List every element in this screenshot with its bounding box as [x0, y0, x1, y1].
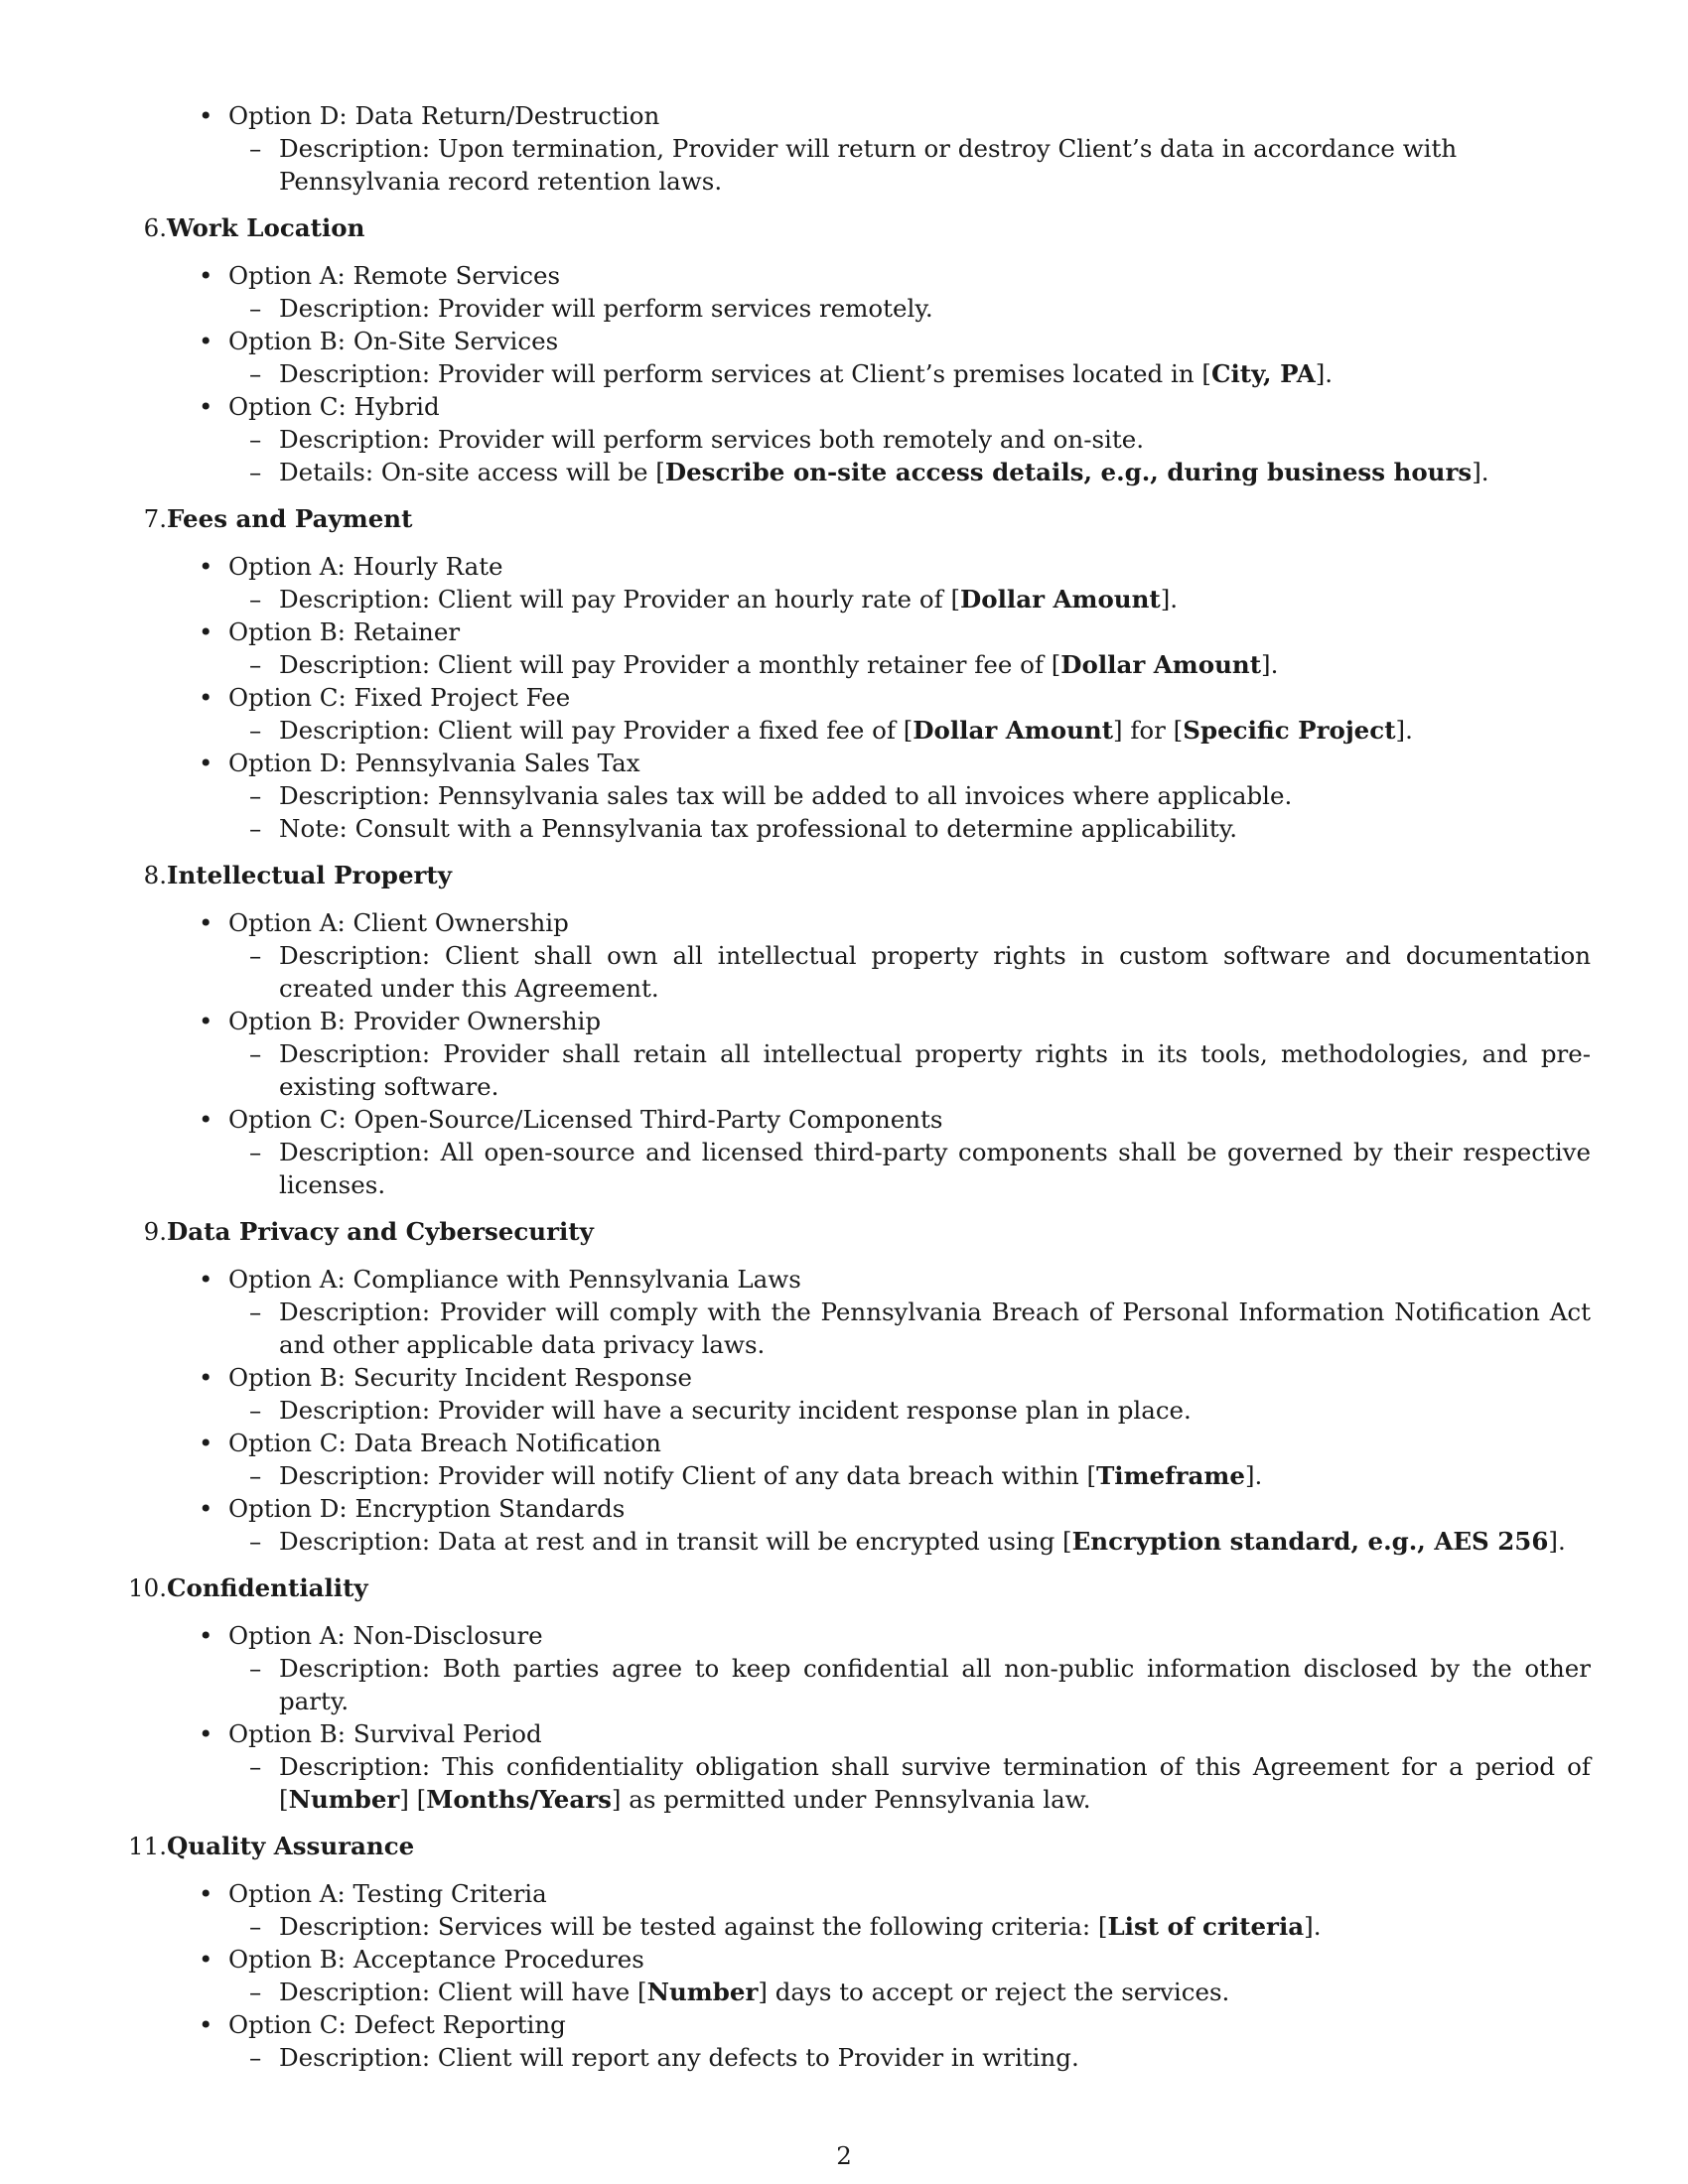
section-8 [0, 859, 1688, 1201]
description-text: Description: Provider shall retain all intellectual property rights in its tools, methodologies, and pre-existing software. [279, 1039, 1591, 1101]
option-description [0, 2041, 1688, 2074]
section-number: 8. [143, 861, 167, 889]
option-description [0, 1525, 1688, 1558]
option-description [0, 1652, 1688, 1717]
dash-marker: – [249, 359, 262, 388]
dash-marker: – [249, 814, 262, 843]
section-title: Intellectual Property [167, 861, 452, 889]
description-text: Description: Provider will comply with the Pennsylvania Breach of Personal Information Notification Act and other applicable data privacy laws. [279, 1297, 1591, 1359]
option-item: • Option B: On-Site Services [0, 325, 1688, 357]
option-item: • Option A: Non-Disclosure [0, 1619, 1688, 1652]
option-description [0, 714, 1688, 747]
description-text: Description: Client will pay Provider a fixed fee of [Dollar Amount] for [Specific Project]. [279, 716, 1413, 745]
section-5-continued [0, 99, 1688, 198]
description-text: Description: Provider will perform services both remotely and on-site. [279, 425, 1145, 454]
dash-marker: – [249, 650, 262, 679]
dash-marker: – [249, 294, 262, 323]
option-item: • Option C: Fixed Project Fee [0, 681, 1688, 714]
dash-marker: – [249, 1138, 262, 1166]
option-description [0, 292, 1688, 325]
section-heading [0, 211, 1688, 244]
description-text: Description: Both parties agree to keep confidential all non-public information disclosed by the other party. [279, 1654, 1591, 1715]
option-item: • Option A: Testing Criteria [0, 1877, 1688, 1910]
section-9 [0, 1215, 1688, 1558]
option-description [0, 1910, 1688, 1943]
section-10 [0, 1571, 1688, 1816]
dash-marker: – [249, 1039, 262, 1068]
description-text: Description: Client shall own all intellectual property rights in custom software and documentation created under this Agreement. [279, 941, 1591, 1003]
option-item: • Option A: Remote Services [0, 259, 1688, 292]
dash-marker: – [249, 1752, 262, 1781]
description-text: Description: Upon termination, Provider will return or destroy Client’s data in accordance with Pennsylvania record retention laws. [279, 134, 1458, 196]
dash-marker: – [249, 716, 262, 745]
option-description [0, 1037, 1688, 1103]
section-title: Work Location [167, 213, 365, 242]
option-item: • Option D: Pennsylvania Sales Tax [0, 747, 1688, 779]
dash-marker: – [249, 458, 262, 486]
description-text: Description: Client will have [Number] days to accept or reject the services. [279, 1978, 1230, 2006]
option-item: • Option B: Security Incident Response [0, 1361, 1688, 1394]
option-item: • Option C: Defect Reporting [0, 2008, 1688, 2041]
dash-marker: – [249, 1978, 262, 2006]
option-description [0, 423, 1688, 456]
option-description [0, 1136, 1688, 1201]
option-description [0, 648, 1688, 681]
dash-marker: – [249, 1297, 262, 1326]
placeholder-field: Encryption standard, e.g., AES 256 [1071, 1527, 1549, 1556]
option-item: • Option C: Data Breach Notification [0, 1427, 1688, 1459]
description-text: Details: On-site access will be [Describe on-site access details, e.g., during business hours]. [279, 458, 1489, 486]
dash-marker: – [249, 1396, 262, 1425]
option-description [0, 1394, 1688, 1427]
description-text: Note: Consult with a Pennsylvania tax professional to determine applicability. [279, 814, 1238, 843]
section-heading [0, 1215, 1688, 1248]
option-description [0, 939, 1688, 1005]
section-heading [0, 502, 1688, 535]
dash-marker: – [249, 134, 262, 163]
placeholder-field: List of criteria [1107, 1912, 1305, 1941]
section-7 [0, 502, 1688, 845]
description-text: Description: Client will pay Provider a monthly retainer fee of [Dollar Amount]. [279, 650, 1279, 679]
placeholder-field: Describe on-site access details, e.g., during business hours [664, 458, 1473, 486]
description-text: Description: Client will report any defects to Provider in writing. [279, 2043, 1079, 2072]
placeholder-field: Months/Years [426, 1785, 612, 1814]
option-item: • Option B: Survival Period [0, 1717, 1688, 1750]
section-title: Fees and Payment [167, 504, 413, 533]
option-description [0, 779, 1688, 812]
dash-marker: – [249, 941, 262, 970]
section-heading [0, 1571, 1688, 1604]
section-number: 6. [143, 213, 167, 242]
dash-marker: – [249, 1654, 262, 1683]
option-description [0, 1459, 1688, 1492]
description-text: Description: Provider will notify Client of any data breach within [Timeframe]. [279, 1461, 1263, 1490]
description-text: Description: Provider will perform services at Client’s premises located in [City, PA]. [279, 359, 1334, 388]
section-heading [0, 859, 1688, 891]
placeholder-field: Dollar Amount [913, 716, 1114, 745]
description-text: Description: Provider will have a security incident response plan in place. [279, 1396, 1192, 1425]
placeholder-field: Specific Project [1183, 716, 1396, 745]
section-title: Quality Assurance [167, 1832, 415, 1860]
dash-marker: – [249, 1461, 262, 1490]
option-item: • Option D: Encryption Standards [0, 1492, 1688, 1525]
option-description [0, 357, 1688, 390]
dash-marker: – [249, 781, 262, 810]
option-item: • Option B: Retainer [0, 615, 1688, 648]
dash-marker: – [249, 1527, 262, 1556]
description-text: Description: Services will be tested against the following criteria: [List of criteria]. [279, 1912, 1322, 1941]
description-text: Description: Pennsylvania sales tax will be added to all invoices where applicable. [279, 781, 1293, 810]
description-text: Description: Data at rest and in transit will be encrypted using [Encryption standard, e.g., AES 256]. [279, 1527, 1566, 1556]
section-number: 11. [128, 1832, 167, 1860]
description-text: Description: Provider will perform services remotely. [279, 294, 933, 323]
option-description [0, 1750, 1688, 1816]
dash-marker: – [249, 2043, 262, 2072]
section-number: 9. [143, 1217, 167, 1246]
option-item: • Option C: Hybrid [0, 390, 1688, 423]
section-title: Confidentiality [167, 1573, 368, 1602]
placeholder-field: Timeframe [1096, 1461, 1245, 1490]
placeholder-field: City, PA [1211, 359, 1316, 388]
dash-marker: – [249, 425, 262, 454]
section-number: 7. [143, 504, 167, 533]
dash-marker: – [249, 1912, 262, 1941]
placeholder-field: Dollar Amount [1060, 650, 1262, 679]
option-description [0, 1296, 1688, 1361]
section-6 [0, 211, 1688, 488]
option-description [0, 456, 1688, 488]
placeholder-field: Number [288, 1785, 400, 1814]
option-item: • Option A: Client Ownership [0, 906, 1688, 939]
option-description [0, 132, 1688, 198]
section-number: 10. [128, 1573, 167, 1602]
option-item: • Option D: Data Return/Destruction [0, 99, 1688, 132]
option-item: • Option B: Provider Ownership [0, 1005, 1688, 1037]
option-description [0, 812, 1688, 845]
description-text: Description: All open-source and licensed third-party components shall be governed by their respective licenses. [279, 1138, 1591, 1199]
option-item: • Option B: Acceptance Procedures [0, 1943, 1688, 1976]
description-text: Description: This confidentiality obligation shall survive termination of this Agreement for a period of [Number] [Months/Years] as permitted under Pennsylvania law. [279, 1752, 1591, 1814]
option-description [0, 1976, 1688, 2008]
placeholder-field: Dollar Amount [960, 585, 1161, 614]
description-text: Description: Client will pay Provider an hourly rate of [Dollar Amount]. [279, 585, 1179, 614]
option-item: • Option C: Open-Source/Licensed Third-Party Components [0, 1103, 1688, 1136]
page-number: 2 [836, 2141, 852, 2170]
document-body [0, 99, 1688, 2074]
section-title: Data Privacy and Cybersecurity [167, 1217, 594, 1246]
section-heading [0, 1830, 1688, 1862]
option-item: • Option A: Hourly Rate [0, 550, 1688, 583]
section-11 [0, 1830, 1688, 2074]
option-description [0, 583, 1688, 615]
dash-marker: – [249, 585, 262, 614]
option-item: • Option A: Compliance with Pennsylvania Laws [0, 1263, 1688, 1296]
placeholder-field: Number [646, 1978, 759, 2006]
